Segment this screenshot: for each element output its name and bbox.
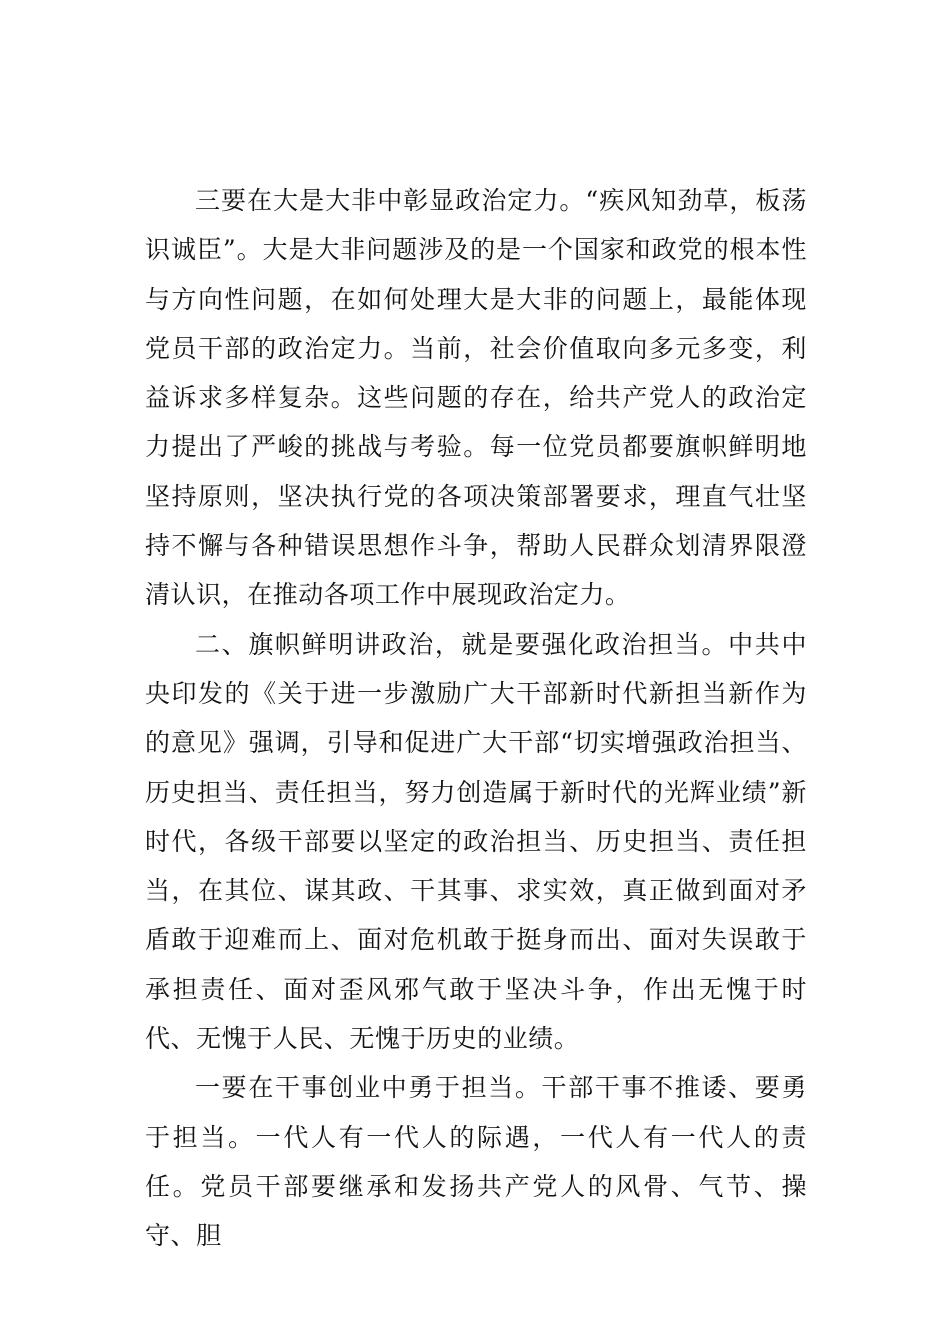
document-body bbox=[145, 176, 807, 1261]
paragraph-courage-to-take-responsibility: 一要在干事创业中勇于担当。干部干事不推诿、要勇于担当。一代人有一代人的际遇，一代人有一代人的责任。党员干部要继承和发扬共产党人的风骨、气节、操守、胆 bbox=[145, 1073, 807, 1251]
paragraph-political-stability: 三要在大是大非中彰显政治定力。“疾风知劲草，板荡识诚臣”。大是大非问题涉及的是一个国家和政党的根本性与方向性问题，在如何处理大是大非的问题上，最能体现党员干部的政治定力。当前，社会价值取向多元多变，利益诉求多样复杂。这些问题的存在，给共产党人的政治定力提出了严峻的挑战与考验。每一位党员都要旗帜鲜明地坚持原则，坚决执行党的各项决策部署要求，理直气壮坚持不懈与各种错误思想作斗争，帮助人民群众划清界限澄清认识，在推动各项工作中展现政治定力。 bbox=[145, 186, 807, 610]
paragraph-political-responsibility: 二、旗帜鲜明讲政治，就是要强化政治担当。中共中央印发的《关于进一步激励广大干部新时代新担当新作为的意见》强调，引导和促进广大干部“切实增强政治担当、历史担当、责任担当，努力创造属于新时代的光辉业绩”新时代，各级干部要以坚定的政治担当、历史担当、责任担当，在其位、谋其政、干其事、求实效，真正做到面对矛盾敢于迎难而上、面对危机敢于挺身而出、面对失误敢于承担责任、面对歪风邪气敢于坚决斗争，作出无愧于时代、无愧于人民、无愧于历史的业绩。 bbox=[145, 629, 807, 1054]
